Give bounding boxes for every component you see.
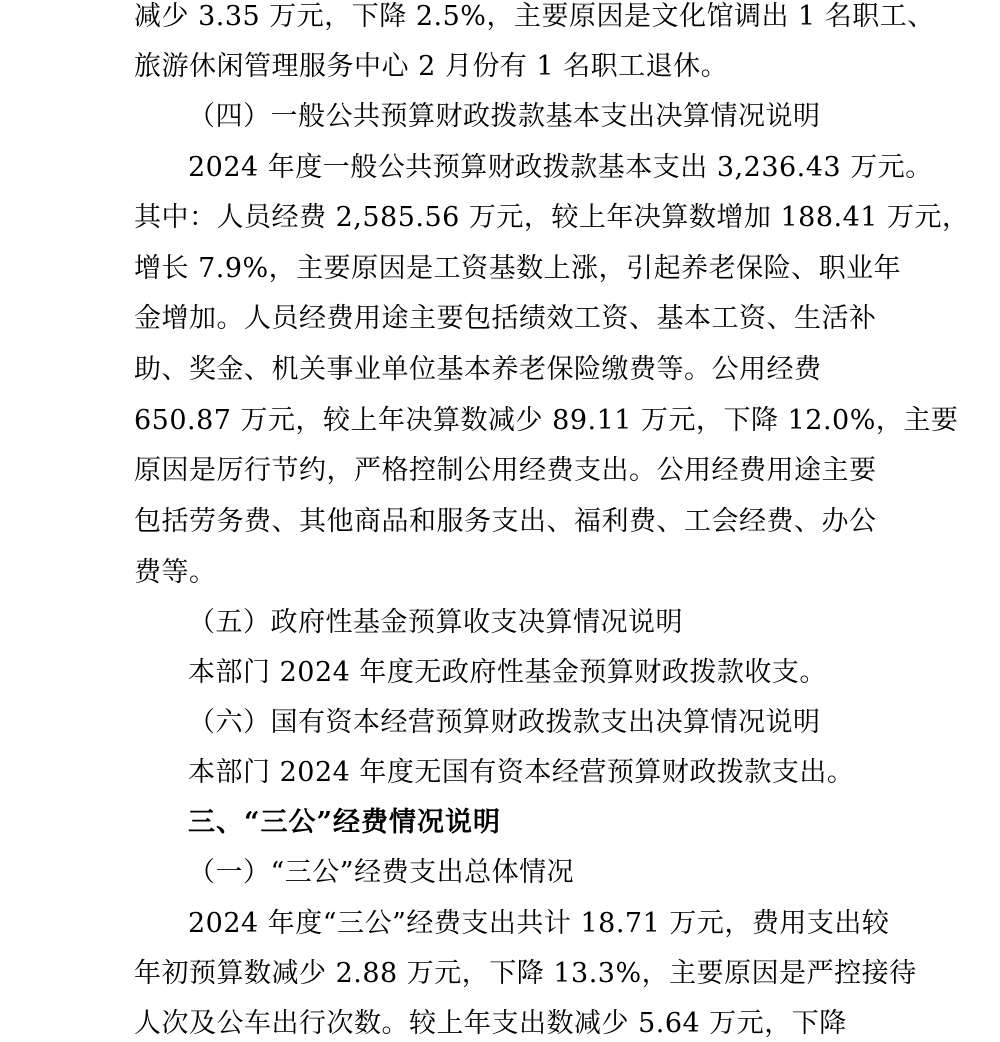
body-line-3: 2024 年度一般公共预算财政拨款基本支出 3,236.43 万元。	[188, 152, 933, 183]
body-line-5: 增长 7.9%，主要原因是工资基数上涨，引起养老保险、职业年	[134, 253, 902, 284]
section-heading-5: （五）政府性基金预算收支决算情况说明	[188, 607, 683, 638]
body-line-4: 其中：人员经费 2,585.56 万元，较上年决算数增加 188.41 万元，	[134, 202, 970, 233]
section-heading-6: （六）国有资本经营预算财政拨款支出决算情况说明	[188, 707, 821, 738]
body-line-15: 年初预算数减少 2.88 万元，下降 13.3%，主要原因是严控接待	[134, 958, 917, 989]
body-line-1: 减少 3.35 万元，下降 2.5%，主要原因是文化馆调出 1 名职工、	[134, 1, 935, 32]
body-line-11: 费等。	[134, 557, 217, 588]
section-heading-3: 三、“三公”经费情况说明	[188, 807, 502, 838]
subsection-heading-1: （一）“三公”经费支出总体情况	[188, 857, 575, 888]
body-line-16: 人次及公车出行次数。较上年支出数减少 5.64 万元，下降	[134, 1008, 847, 1039]
section-heading-4: （四）一般公共预算财政拨款基本支出决算情况说明	[188, 101, 821, 132]
body-line-12: 本部门 2024 年度无政府性基金预算财政拨款收支。	[188, 657, 827, 688]
body-line-2: 旅游休闲管理服务中心 2 月份有 1 名职工退休。	[134, 51, 729, 82]
body-line-6: 金增加。人员经费用途主要包括绩效工资、基本工资、生活补	[134, 303, 877, 334]
body-line-7: 助、奖金、机关事业单位基本养老保险缴费等。公用经费	[134, 354, 822, 385]
body-line-9: 原因是厉行节约，严格控制公用经费支出。公用经费用途主要	[134, 455, 877, 486]
body-line-8: 650.87 万元，较上年决算数减少 89.11 万元，下降 12.0%，主要	[134, 405, 959, 436]
body-line-10: 包括劳务费、其他商品和服务支出、福利费、工会经费、办公	[134, 506, 877, 537]
body-line-14: 2024 年度“三公”经费支出共计 18.71 万元，费用支出较	[188, 908, 890, 939]
body-line-13: 本部门 2024 年度无国有资本经营预算财政拨款支出。	[188, 757, 855, 788]
